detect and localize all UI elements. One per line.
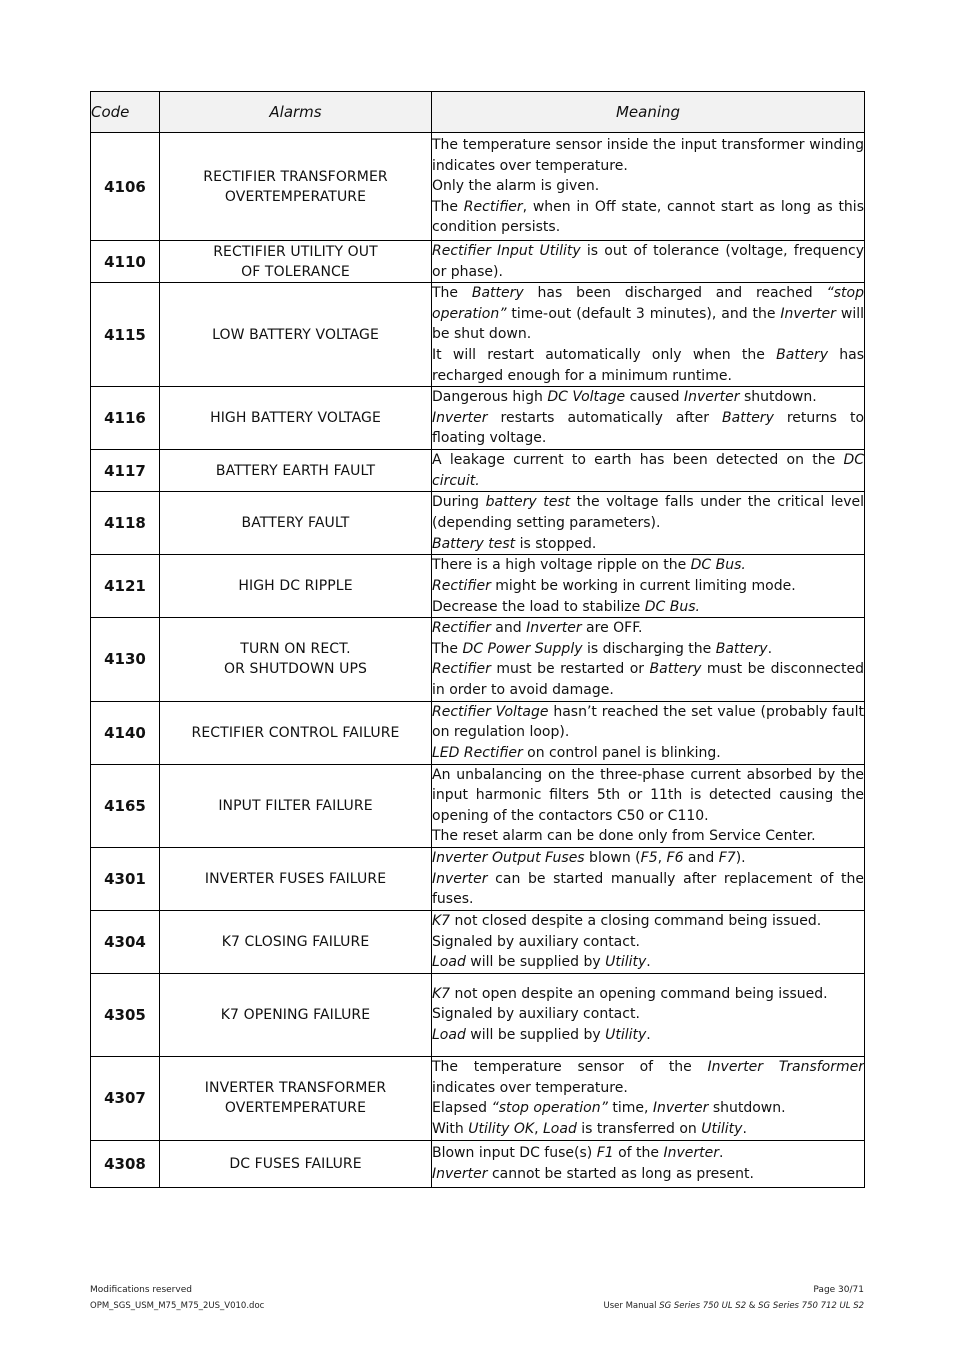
meaning-paragraph [432,932,864,953]
alarm-code: 4307 [91,1056,160,1140]
alarm-code: 4130 [91,618,160,701]
meaning-term: Inverter [652,1100,709,1117]
meaning-paragraph [432,984,864,1005]
meaning-term: F5 [640,850,658,867]
meaning-text: and [683,850,719,867]
meaning-text: Decrease the load to stabilize [432,598,645,615]
meaning-text: caused [625,389,684,406]
meaning-paragraph [432,848,864,869]
alarm-name [160,1056,432,1140]
meaning-text: might be working in current limiting mode. [490,577,796,594]
alarm-meaning [432,492,865,555]
meaning-text: Signaled by auxiliary contact. [432,1006,640,1023]
alarm-name [160,492,432,555]
meaning-text: The [432,285,472,302]
meaning-text: . [767,640,773,657]
alarm-name [160,764,432,847]
meaning-paragraph [432,241,864,282]
meaning-term: Utility [605,954,647,971]
meaning-term: DC Bus. [644,598,700,615]
alarm-name-line: RECTIFIER UTILITY OUT [213,243,378,260]
meaning-text: There is a high voltage ripple on the [432,557,691,574]
table-row [91,283,865,387]
table-row [91,764,865,847]
meaning-text: ). [735,850,746,867]
alarm-name-line: INPUT FILTER FAILURE [218,797,373,814]
meaning-term: Utility OK [468,1120,535,1137]
alarm-name [160,973,432,1056]
table-row [91,133,865,241]
meaning-term: Rectifier Voltage [432,703,549,720]
alarm-code: 4118 [91,492,160,555]
alarm-name [160,847,432,910]
alarm-meaning [432,701,865,764]
meaning-paragraph [432,197,864,238]
alarm-name [160,910,432,973]
meaning-term: Inverter [432,870,488,887]
meaning-paragraph [432,387,864,408]
alarm-name-line: BATTERY EARTH FAULT [215,462,376,479]
alarm-meaning [432,764,865,847]
alarm-code: 4117 [91,450,160,492]
meaning-text: will be shut down. [432,305,864,343]
meaning-paragraph [432,345,864,386]
meaning-term: DC circuit. [432,452,864,489]
meaning-text: , [657,850,667,867]
meaning-text: time, [607,1100,653,1117]
meaning-term: Rectifier Input Utility [432,243,581,259]
meaning-text: can be started manually after replacement of the fuses. [432,870,864,908]
alarm-code: 4115 [91,283,160,387]
table-row [91,450,865,492]
footer-manual-series1: SG Series 750 UL S2 [659,1301,747,1311]
alarm-name-line: BATTERY FAULT [241,515,350,532]
meaning-text: , [534,1120,543,1137]
meaning-text: the voltage falls under the critical level (depending setting parameters). [432,494,864,532]
meaning-text: indicates over temperature. [432,1079,628,1096]
alarm-name-line: RECTIFIER CONTROL FAILURE [191,724,400,741]
meaning-paragraph [432,659,864,700]
meaning-term: Load [543,1120,577,1137]
alarm-meaning [432,910,865,973]
meaning-term: Inverter [683,389,740,406]
meaning-text: hasn’t reached the set value (probably fault on regulation loop). [432,703,864,741]
meaning-term: DC Voltage [547,389,626,406]
meaning-paragraph [432,826,864,847]
footer-manual-title [604,1301,864,1311]
alarm-name-line: K7 CLOSING FAILURE [221,933,370,950]
meaning-paragraph [432,1164,864,1185]
meaning-paragraph [432,555,864,576]
meaning-text: The temperature sensor inside the input transformer winding indicates over temperature. [432,137,864,174]
meaning-text: of the [613,1145,664,1162]
meaning-term: Battery [722,409,774,426]
alarm-code: 4106 [91,133,160,241]
meaning-paragraph [432,743,864,764]
meaning-text: will be supplied by [465,1026,606,1043]
meaning-text: cannot be started as long as present. [487,1165,754,1182]
meaning-text: has recharged enough for a minimum runtime. [432,346,865,384]
alarm-name-line: OVERTEMPERATURE [224,1100,367,1117]
meaning-text: time-out (default 3 minutes), and the [506,305,781,322]
meaning-paragraph [432,1143,864,1164]
table-row [91,555,865,618]
meaning-text: on control panel is blinking. [522,744,721,761]
meaning-text: is stopped. [515,535,597,552]
alarm-name-line: HIGH DC RIPPLE [238,578,353,595]
meaning-text: The [432,640,463,657]
table-row [91,618,865,701]
table-body [91,133,865,1188]
meaning-text: Elapsed [432,1100,492,1117]
meaning-term: LED Rectifier [432,744,523,761]
meaning-paragraph [432,952,864,973]
alarm-name-line: OVERTEMPERATURE [224,188,367,205]
alarm-name-line: K7 OPENING FAILURE [220,1006,371,1023]
table-row [91,241,865,283]
meaning-paragraph [432,534,864,555]
meaning-term: Inverter Output Fuses [432,850,585,867]
meaning-paragraph [432,618,864,639]
meaning-text: Dangerous high [432,389,548,406]
meaning-text: . [646,1026,651,1043]
meaning-term: F1 [596,1145,614,1162]
meaning-term: Rectifier [463,198,523,215]
alarm-name [160,241,432,283]
header-code: Code [91,92,160,133]
meaning-text: . [742,1120,747,1137]
footer-doc-file: OPM_SGS_USM_M75_M75_2US_V010.doc [90,1301,265,1311]
meaning-text: Signaled by auxiliary contact. [432,933,640,950]
meaning-term: F7 [718,850,736,867]
alarm-name-line: INVERTER TRANSFORMER [204,1080,387,1097]
meaning-text: is out of tolerance (voltage, frequency or phase). [432,243,864,280]
alarm-meaning [432,241,865,283]
meaning-term: Rectifier [432,661,491,678]
meaning-term: Utility [701,1120,743,1137]
alarm-meaning [432,1140,865,1187]
meaning-paragraph [432,911,864,932]
alarm-name [160,283,432,387]
alarm-code: 4116 [91,387,160,450]
table-row [91,387,865,450]
alarm-name [160,387,432,450]
alarm-name [160,701,432,764]
meaning-term: “stop operation” [491,1100,608,1117]
alarm-code: 4110 [91,241,160,283]
meaning-paragraph [432,576,864,597]
meaning-paragraph [432,639,864,660]
meaning-term: Rectifier [432,620,491,637]
meaning-term: Inverter [432,1165,488,1182]
header-meaning: Meaning [432,92,865,133]
meaning-term: Battery [776,346,828,363]
meaning-term: DC Power Supply [462,640,583,657]
meaning-term: “stop operation” [432,285,864,322]
meaning-text: During [432,494,486,511]
alarm-code: 4121 [91,555,160,618]
meaning-paragraph [432,176,864,197]
meaning-term: K7 [432,912,451,929]
meaning-text: , when in Off state, cannot start as long as this condition persists. [432,198,864,236]
alarm-code: 4301 [91,847,160,910]
meaning-paragraph [432,408,864,449]
table-row [91,847,865,910]
meaning-paragraph [432,492,864,533]
footer-manual-series2: SG Series 750 712 UL S2 [758,1301,864,1311]
alarm-name-line: OR SHUTDOWN UPS [223,661,368,678]
footer-manual-prefix: User Manual [603,1301,660,1311]
meaning-text: shutdown. [739,389,817,406]
meaning-paragraph [432,869,864,910]
meaning-term: F6 [666,850,684,867]
meaning-text: With [432,1120,469,1137]
meaning-text: has been discharged and reached [523,285,827,302]
alarm-name [160,450,432,492]
alarm-code: 4305 [91,973,160,1056]
meaning-paragraph [432,597,864,618]
meaning-term: Inverter Transformer [707,1059,864,1075]
meaning-text: will be supplied by [465,954,606,971]
table-row [91,910,865,973]
meaning-term: Inverter [432,409,488,426]
alarm-name [160,555,432,618]
table-row [91,1140,865,1187]
footer-manual-sep: & [746,1301,759,1311]
alarm-name-line: DC FUSES FAILURE [229,1155,362,1172]
alarm-meaning [432,450,865,492]
meaning-paragraph [432,1119,864,1140]
meaning-text: . [719,1145,724,1162]
meaning-text: is discharging the [582,640,716,657]
alarm-meaning [432,618,865,701]
alarm-name-line: OF TOLERANCE [241,263,350,280]
meaning-text: returns to floating voltage. [432,409,865,447]
table-row [91,492,865,555]
meaning-text: It will restart automatically only when the [432,346,777,363]
footer-modifications: Modifications reserved [90,1285,192,1295]
meaning-term: DC Bus. [690,557,746,574]
meaning-text: Only the alarm is given. [432,178,600,195]
meaning-paragraph [432,1098,864,1119]
alarm-code: 4304 [91,910,160,973]
meaning-term: K7 [432,985,451,1002]
alarm-code: 4140 [91,701,160,764]
meaning-term: Inverter [526,620,582,637]
alarm-code: 4308 [91,1140,160,1187]
meaning-paragraph [432,1057,864,1098]
meaning-paragraph [432,450,864,491]
footer-page-number: Page 30/71 [813,1285,864,1295]
meaning-term: battery test [485,494,571,511]
meaning-text: not open despite an opening command being issued. [450,985,828,1002]
meaning-text: is transferred on [576,1120,702,1137]
meaning-term: Inverter [780,305,836,322]
alarm-name-line: LOW BATTERY VOLTAGE [212,326,379,343]
meaning-text: are OFF. [581,620,643,637]
meaning-term: Battery test [432,535,516,552]
meaning-text: . [646,954,651,971]
meaning-text: The reset alarm can be done only from Service Center. [432,828,816,845]
meaning-text: not closed despite a closing command being issued. [450,912,822,929]
meaning-text: Blown input DC fuse(s) [432,1145,597,1162]
meaning-paragraph [432,702,864,743]
alarm-code-table [90,91,865,1188]
meaning-text: restarts automatically after [487,409,723,426]
meaning-text: must be disconnected in order to avoid damage. [432,661,864,698]
meaning-term: Battery [715,640,768,657]
meaning-text: blown ( [584,850,641,867]
meaning-term: Load [432,1026,466,1043]
meaning-paragraph [432,1004,864,1025]
alarm-name [160,133,432,241]
alarm-meaning [432,555,865,618]
meaning-paragraph [432,283,864,345]
alarm-meaning [432,847,865,910]
alarm-name-line: INVERTER FUSES FAILURE [204,870,387,887]
meaning-term: Load [432,954,466,971]
meaning-text: The temperature sensor of the [432,1059,708,1075]
alarm-name-line: TURN ON RECT. [240,641,351,658]
table-row [91,973,865,1056]
meaning-text: shutdown. [708,1100,786,1117]
alarm-meaning [432,387,865,450]
header-alarms: Alarms [160,92,432,133]
meaning-term: Rectifier [432,577,491,594]
meaning-term: Battery [649,661,702,678]
meaning-term: Inverter [663,1145,719,1162]
alarm-name [160,1140,432,1187]
alarm-meaning [432,133,865,241]
table-row [91,1056,865,1140]
meaning-paragraph [432,1025,864,1046]
alarm-meaning [432,283,865,387]
meaning-text: and [490,620,527,637]
meaning-term: Battery [471,285,524,302]
meaning-text: A leakage current to earth has been detected on the [432,452,844,469]
meaning-text: must be restarted or [490,661,650,678]
table-header-row [91,92,865,133]
alarm-name-line: HIGH BATTERY VOLTAGE [210,410,381,427]
alarm-name [160,618,432,701]
meaning-paragraph [432,765,864,827]
alarm-name-line: RECTIFIER TRANSFORMER [203,168,388,185]
alarm-code: 4165 [91,764,160,847]
meaning-text: An unbalancing on the three-phase current absorbed by the input harmonic filters 5th or 11th is detected causing the opening of the contactors C50 or C110. [432,766,864,824]
meaning-paragraph [432,135,864,176]
alarm-meaning [432,1056,865,1140]
table-row [91,701,865,764]
alarm-meaning [432,973,865,1056]
meaning-term: Utility [605,1026,647,1043]
meaning-text: The [432,198,464,215]
